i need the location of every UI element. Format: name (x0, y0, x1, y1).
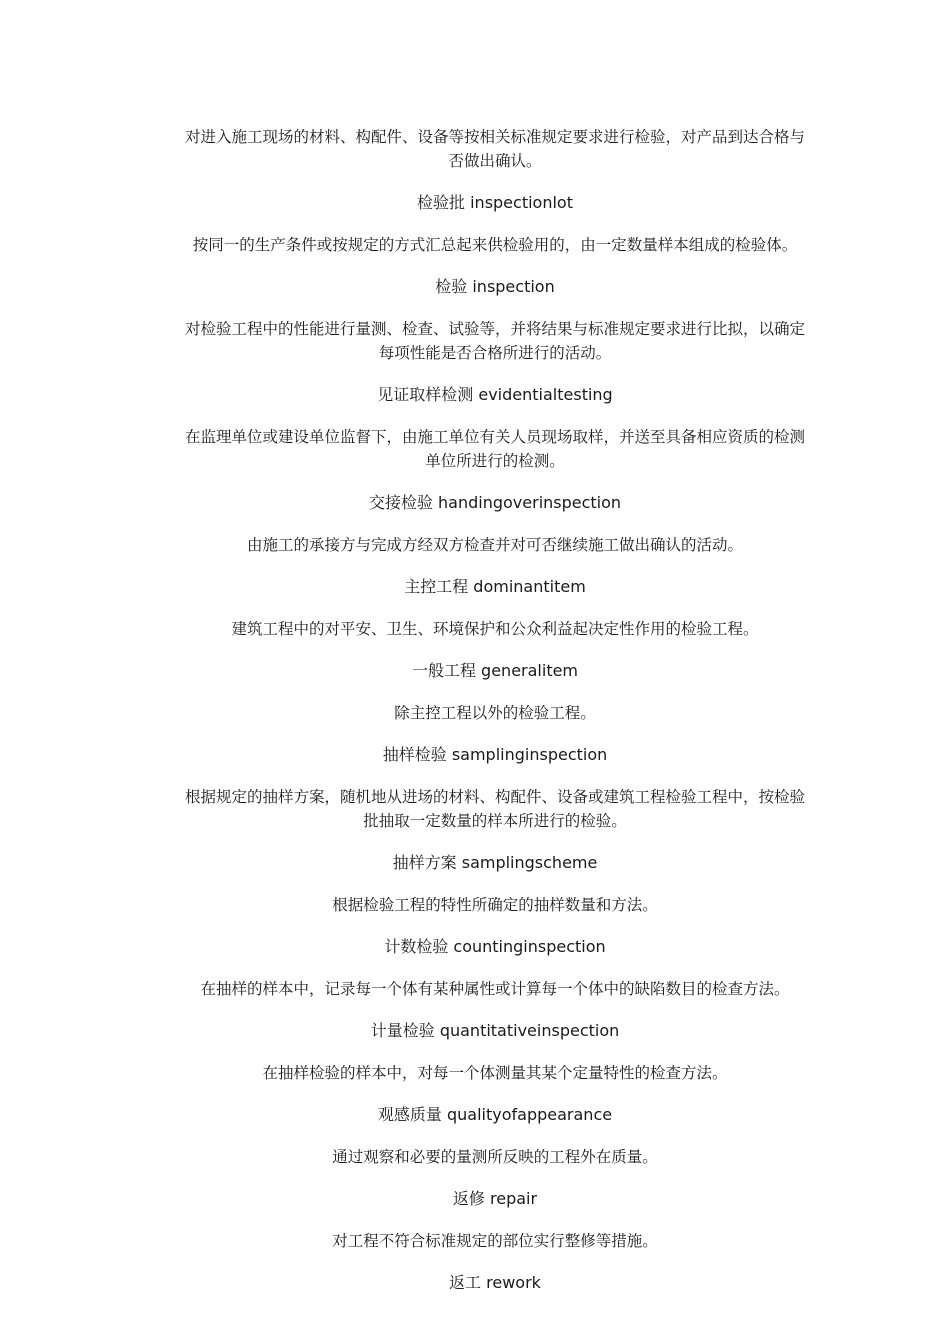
definition-paragraph: 在抽样检验的样本中，对每一个体测量其某个定量特性的检查方法。 (262, 1064, 728, 1082)
term-heading: 见证取样检测 evidentialtesting (377, 385, 613, 404)
term-heading: 返工 rework (449, 1273, 541, 1292)
term-heading: 主控工程 dominantitem (404, 577, 586, 596)
definition-paragraph: 在抽样的样本中，记录每一个体有某种属性或计算每一个体中的缺陷数目的检查方法。 (200, 980, 790, 998)
definition-paragraph: 对检验工程中的性能进行量测、检查、试验等，并将结果与标准规定要求进行比拟，以确定每项性能是否合格所进行的活动。 (184, 320, 805, 362)
definition-paragraph: 按同一的生产条件或按规定的方式汇总起来供检验用的，由一定数量样本组成的检验体。 (192, 236, 798, 254)
definition-paragraph: 在监理单位或建设单位监督下，由施工单位有关人员现场取样，并送至具备相应资质的检测单位所进行的检测。 (184, 428, 805, 470)
definition-paragraph: 根据规定的抽样方案，随机地从进场的材料、构配件、设备或建筑工程检验工程中，按检验批抽取一定数量的样本所进行的检验。 (184, 788, 805, 830)
definition-paragraph: 对进入施工现场的材料、构配件、设备等按相关标准规定要求进行检验，对产品到达合格与否做出确认。 (184, 128, 805, 170)
term-heading: 观感质量 qualityofappearance (377, 1105, 613, 1124)
term-heading: 一般工程 generalitem (411, 661, 579, 680)
definition-paragraph: 根据检验工程的特性所确定的抽样数量和方法。 (332, 896, 658, 914)
term-heading: 计数检验 countinginspection (384, 937, 606, 956)
term-heading: 检验 inspection (435, 277, 555, 296)
document-page (180, 123, 810, 1297)
definition-paragraph: 对工程不符合标准规定的部位实行整修等措施。 (332, 1232, 658, 1250)
term-heading: 检验批 inspectionlot (417, 193, 573, 212)
definition-paragraph: 除主控工程以外的检验工程。 (394, 704, 596, 722)
term-heading: 抽样检验 samplinginspection (382, 745, 608, 764)
term-heading: 计量检验 quantitativeinspection (370, 1021, 620, 1040)
definition-paragraph: 建筑工程中的对平安、卫生、环境保护和公众利益起决定性作用的检验工程。 (231, 620, 759, 638)
definition-paragraph: 通过观察和必要的量测所反映的工程外在质量。 (332, 1148, 658, 1166)
term-heading: 返修 repair (452, 1189, 538, 1208)
definition-paragraph: 由施工的承接方与完成方经双方检查并对可否继续施工做出确认的活动。 (246, 536, 743, 554)
term-heading: 交接检验 handingoverinspection (368, 493, 622, 512)
term-heading: 抽样方案 samplingscheme (392, 853, 598, 872)
